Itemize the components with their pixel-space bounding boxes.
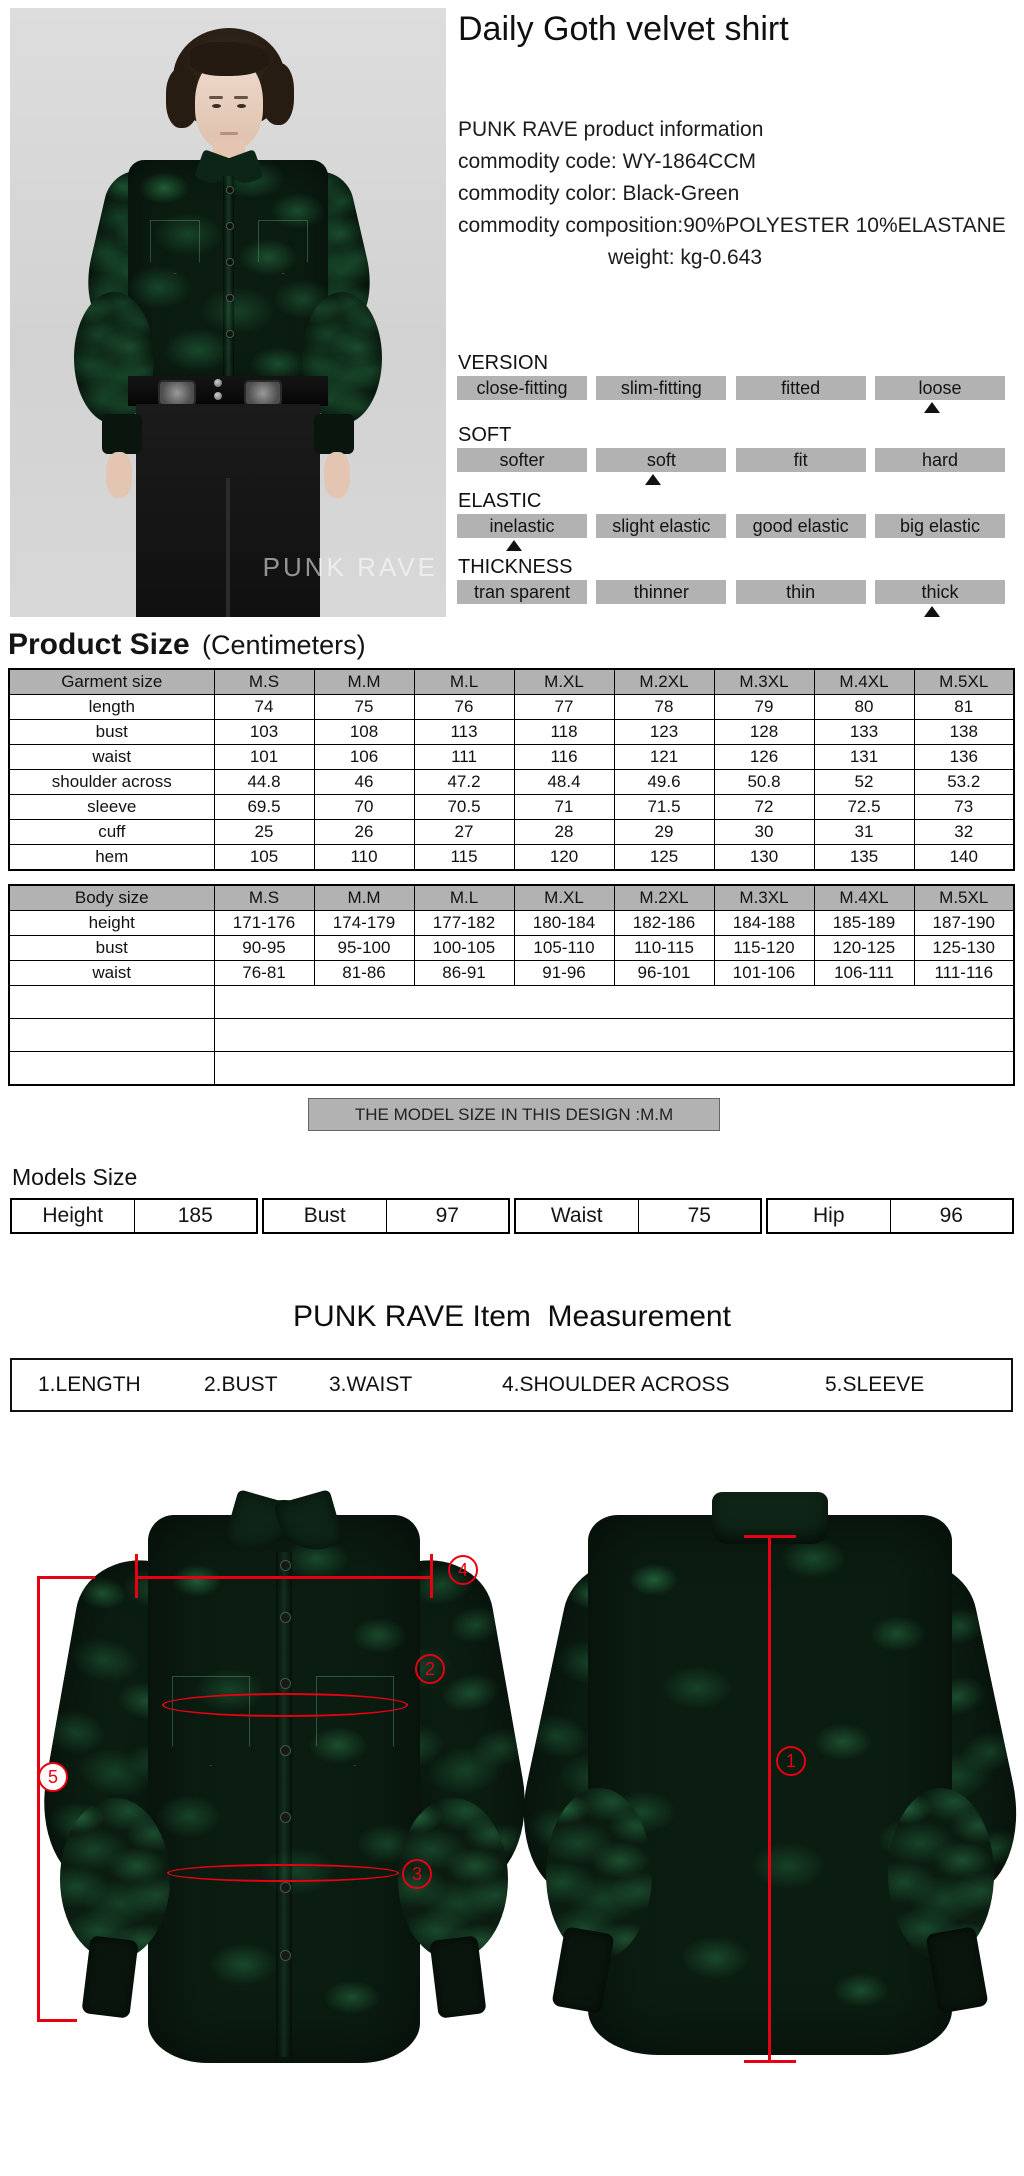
table-cell: 110	[314, 845, 414, 871]
table-cell: 105	[214, 845, 314, 871]
attribute-option: slight elastic	[596, 514, 726, 538]
table-cell: 47.2	[414, 770, 514, 795]
table-header-cell: M.XL	[514, 669, 614, 695]
product-size-heading-main: Product Size	[8, 628, 190, 661]
table-cell: 73	[914, 795, 1014, 820]
table-cell: 182-186	[614, 911, 714, 936]
table-cell: height	[9, 911, 214, 936]
model-hair-fringe	[190, 42, 270, 76]
shirt-button	[226, 330, 234, 338]
attribute-name: SOFT	[458, 424, 512, 446]
table-row	[9, 911, 1014, 936]
table-cell: 125-130	[914, 936, 1014, 961]
table-cell	[214, 1019, 1014, 1052]
circle-4-shoulder: 4	[448, 1555, 478, 1585]
attribute-options-row	[457, 376, 1005, 400]
table-cell: 184-188	[714, 911, 814, 936]
length-measure-line	[768, 1535, 771, 2063]
model-hand	[106, 452, 132, 498]
legend-item: 3.WAIST	[329, 1373, 413, 1396]
table-cell: 78	[614, 695, 714, 720]
table-cell: 74	[214, 695, 314, 720]
front-shirt-button	[280, 1882, 291, 1893]
table-cell: 44.8	[214, 770, 314, 795]
table-cell: 111-116	[914, 961, 1014, 986]
table-header-row	[9, 669, 1014, 695]
table-empty-row	[9, 1052, 1014, 1086]
shirt-placket	[223, 176, 234, 376]
table-cell: 71	[514, 795, 614, 820]
table-cell: 100-105	[414, 936, 514, 961]
table-cell: 136	[914, 745, 1014, 770]
table-cell: bust	[9, 936, 214, 961]
table-cell: 86-91	[414, 961, 514, 986]
table-cell	[214, 986, 1014, 1019]
table-cell: 135	[814, 845, 914, 871]
belt-buckle	[244, 380, 282, 406]
table-cell: 52	[814, 770, 914, 795]
measurement-legend	[10, 1358, 1013, 1412]
table-cell: 174-179	[314, 911, 414, 936]
model-size-box	[10, 1198, 258, 1234]
table-cell: 177-182	[414, 911, 514, 936]
belt-buckle	[158, 380, 196, 406]
table-cell: 69.5	[214, 795, 314, 820]
table-empty-row	[9, 986, 1014, 1019]
table-cell: 26	[314, 820, 414, 845]
model-size-note: THE MODEL SIZE IN THIS DESIGN :M.M	[308, 1098, 720, 1131]
table-row	[9, 961, 1014, 986]
table-cell: 113	[414, 720, 514, 745]
attribute-options-row	[457, 514, 1005, 538]
table-header-cell: M.2XL	[614, 885, 714, 911]
front-shirt-button	[280, 1812, 291, 1823]
shirt-button	[226, 294, 234, 302]
legend-item: 2.BUST	[204, 1373, 278, 1396]
table-cell: 110-115	[614, 936, 714, 961]
model-size-label: Bust	[303, 1204, 346, 1227]
table-cell: waist	[9, 961, 214, 986]
table-cell: 70.5	[414, 795, 514, 820]
table-cell: 90-95	[214, 936, 314, 961]
shirt-button	[226, 222, 234, 230]
table-header-cell: M.M	[314, 885, 414, 911]
table-cell: 128	[714, 720, 814, 745]
table-cell: 116	[514, 745, 614, 770]
front-shirt-button	[280, 1678, 291, 1689]
table-cell: waist	[9, 745, 214, 770]
front-shirt-sleeve-puff	[60, 1798, 170, 1960]
table-cell: 79	[714, 695, 814, 720]
table-cell: 120-125	[814, 936, 914, 961]
table-cell: 76	[414, 695, 514, 720]
table-row	[9, 720, 1014, 745]
model-eye	[212, 104, 221, 108]
attribute-option: softer	[457, 448, 587, 472]
attribute-option: close-fitting	[457, 376, 587, 400]
table-header-cell: M.L	[414, 669, 514, 695]
table-row	[9, 936, 1014, 961]
model-size-label: Hip	[812, 1204, 845, 1227]
front-shirt-placket	[276, 1552, 292, 2057]
shirt-button	[226, 186, 234, 194]
table-cell: 138	[914, 720, 1014, 745]
table-cell: 171-176	[214, 911, 314, 936]
attribute-option: hard	[875, 448, 1005, 472]
table-header-cell: M.2XL	[614, 669, 714, 695]
shoulder-measure-tick-right	[430, 1554, 433, 1598]
waist-measure-ellipse	[167, 1864, 399, 1882]
table-header-cell: M.S	[214, 669, 314, 695]
attribute-option: big elastic	[875, 514, 1005, 538]
table-cell: 27	[414, 820, 514, 845]
table-header-cell: M.L	[414, 885, 514, 911]
table-cell: 130	[714, 845, 814, 871]
table-cell: 118	[514, 720, 614, 745]
table-cell: shoulder across	[9, 770, 214, 795]
table-cell: 123	[614, 720, 714, 745]
info-line: commodity composition:90%POLYESTER 10%ELASTANE	[458, 214, 1006, 237]
sleeve-measure-bottom-tick	[37, 2019, 77, 2022]
front-shirt-button	[280, 1950, 291, 1961]
table-cell	[214, 1052, 1014, 1086]
front-shirt-button	[280, 1560, 291, 1571]
model-hair-curl	[260, 63, 294, 125]
table-header-cell: Body size	[9, 885, 214, 911]
attribute-options-row	[457, 580, 1005, 604]
table-cell: 48.4	[514, 770, 614, 795]
attribute-option: fitted	[736, 376, 866, 400]
table-cell: 125	[614, 845, 714, 871]
table-cell: bust	[9, 720, 214, 745]
legend-item: 1.LENGTH	[38, 1373, 141, 1396]
product-size-heading	[8, 628, 366, 662]
table-cell: 53.2	[914, 770, 1014, 795]
circle-2-bust: 2	[415, 1654, 445, 1684]
table-header-cell: M.4XL	[814, 669, 914, 695]
table-cell: 106	[314, 745, 414, 770]
page-title: Daily Goth velvet shirt	[458, 10, 789, 48]
table-cell: cuff	[9, 820, 214, 845]
table-cell: 49.6	[614, 770, 714, 795]
table-cell: 101-106	[714, 961, 814, 986]
attribute-option: loose	[875, 376, 1005, 400]
model-eye	[237, 104, 246, 108]
table-cell: 72.5	[814, 795, 914, 820]
legend-item: 5.SLEEVE	[825, 1373, 925, 1396]
table-cell: 71.5	[614, 795, 714, 820]
table-cell: 120	[514, 845, 614, 871]
table-cell: 95-100	[314, 936, 414, 961]
pants-crease	[226, 478, 230, 617]
table-cell: 108	[314, 720, 414, 745]
table-cell: 32	[914, 820, 1014, 845]
table-cell: length	[9, 695, 214, 720]
table-cell	[9, 986, 214, 1019]
product-size-heading-units: (Centimeters)	[202, 630, 366, 660]
table-cell: 72	[714, 795, 814, 820]
info-line: commodity code: WY-1864CCM	[458, 150, 756, 173]
model-size-value: 97	[386, 1200, 509, 1232]
table-header-cell: M.4XL	[814, 885, 914, 911]
table-cell: 126	[714, 745, 814, 770]
table-cell: 133	[814, 720, 914, 745]
attribute-option: inelastic	[457, 514, 587, 538]
attribute-option: tran sparent	[457, 580, 587, 604]
table-cell: 81-86	[314, 961, 414, 986]
table-cell: 77	[514, 695, 614, 720]
table-cell: 121	[614, 745, 714, 770]
table-cell: 131	[814, 745, 914, 770]
table-cell: 76-81	[214, 961, 314, 986]
model-hand	[324, 452, 350, 498]
shoulder-measure-line	[136, 1576, 432, 1579]
garment-size-table	[8, 668, 1015, 871]
model-size-box	[514, 1198, 762, 1234]
selected-option-arrow	[924, 402, 940, 413]
shoulder-measure-tick-left	[135, 1554, 138, 1598]
body-size-table	[8, 884, 1015, 1086]
belt-stud	[214, 379, 222, 387]
belt-stud	[214, 392, 222, 400]
legend-item: 4.SHOULDER ACROSS	[502, 1373, 730, 1396]
selected-option-arrow	[506, 540, 522, 551]
front-shirt-button	[280, 1612, 291, 1623]
table-header-cell: Garment size	[9, 669, 214, 695]
table-cell: 105-110	[514, 936, 614, 961]
table-cell: 25	[214, 820, 314, 845]
circle-5-sleeve: 5	[38, 1762, 68, 1792]
model-mouth	[220, 132, 238, 135]
product-info-block	[458, 114, 1006, 274]
table-cell: 50.8	[714, 770, 814, 795]
table-cell: 185-189	[814, 911, 914, 936]
table-empty-row	[9, 1019, 1014, 1052]
info-line: commodity color: Black-Green	[458, 182, 740, 205]
table-cell: 30	[714, 820, 814, 845]
attribute-option: soft	[596, 448, 726, 472]
attribute-option: slim-fitting	[596, 376, 726, 400]
table-cell: hem	[9, 845, 214, 871]
table-header-cell: M.M	[314, 669, 414, 695]
table-header-cell: M.S	[214, 885, 314, 911]
circle-3-waist: 3	[402, 1859, 432, 1889]
sleeve-measure-top-tick	[37, 1576, 95, 1579]
shirt-cuff	[314, 414, 354, 454]
attribute-option: thin	[736, 580, 866, 604]
table-cell: 29	[614, 820, 714, 845]
product-photo	[10, 8, 446, 617]
table-cell: 180-184	[514, 911, 614, 936]
table-cell: 111	[414, 745, 514, 770]
table-cell	[9, 1019, 214, 1052]
attribute-option: thick	[875, 580, 1005, 604]
table-cell: 103	[214, 720, 314, 745]
attribute-name: THICKNESS	[458, 556, 573, 578]
model-brow	[209, 96, 223, 99]
model-size-value: 185	[134, 1200, 257, 1232]
table-cell	[9, 1052, 214, 1086]
table-header-cell: M.5XL	[914, 669, 1014, 695]
models-size-heading: Models Size	[12, 1164, 138, 1190]
table-cell: 70	[314, 795, 414, 820]
attribute-option: fit	[736, 448, 866, 472]
table-row	[9, 845, 1014, 871]
front-shirt-cuff	[429, 1935, 486, 2018]
table-cell: sleeve	[9, 795, 214, 820]
model-brow	[234, 96, 248, 99]
selected-option-arrow	[645, 474, 661, 485]
table-cell: 31	[814, 820, 914, 845]
model-size-value: 75	[638, 1200, 761, 1232]
attribute-options-row	[457, 448, 1005, 472]
table-cell: 115	[414, 845, 514, 871]
table-header-cell: M.5XL	[914, 885, 1014, 911]
table-cell: 46	[314, 770, 414, 795]
table-row	[9, 745, 1014, 770]
info-line: weight: kg-0.643	[608, 246, 763, 269]
shirt-cuff	[102, 414, 142, 454]
table-row	[9, 770, 1014, 795]
table-row	[9, 695, 1014, 720]
attribute-option: good elastic	[736, 514, 866, 538]
info-line: PUNK RAVE product information	[458, 118, 764, 141]
table-cell: 96-101	[614, 961, 714, 986]
table-cell: 91-96	[514, 961, 614, 986]
measurement-heading: PUNK RAVE Item Measurement	[293, 1300, 731, 1333]
attribute-name: VERSION	[458, 352, 549, 374]
table-cell: 28	[514, 820, 614, 845]
table-row	[9, 795, 1014, 820]
attribute-name: ELASTIC	[458, 490, 542, 512]
bust-measure-ellipse	[162, 1693, 408, 1717]
table-cell: 115-120	[714, 936, 814, 961]
table-cell: 81	[914, 695, 1014, 720]
table-cell: 187-190	[914, 911, 1014, 936]
table-header-cell: M.3XL	[714, 669, 814, 695]
table-cell: 106-111	[814, 961, 914, 986]
selected-option-arrow	[924, 606, 940, 617]
model-size-box	[262, 1198, 510, 1234]
front-shirt-button	[280, 1745, 291, 1756]
model-size-label: Waist	[550, 1204, 603, 1227]
table-header-cell: M.3XL	[714, 885, 814, 911]
shirt-button	[226, 258, 234, 266]
brand-watermark: PUNK RAVE	[262, 552, 438, 582]
table-cell: 140	[914, 845, 1014, 871]
attribute-option: thinner	[596, 580, 726, 604]
front-shirt-cuff	[81, 1935, 138, 2018]
table-row	[9, 820, 1014, 845]
model-size-value: 96	[890, 1200, 1013, 1232]
length-measure-bottom-tick	[744, 2060, 796, 2063]
sleeve-measure-line	[37, 1576, 40, 2022]
table-cell: 101	[214, 745, 314, 770]
table-cell: 75	[314, 695, 414, 720]
circle-1-length: 1	[776, 1746, 806, 1776]
model-size-box	[766, 1198, 1014, 1234]
table-header-row	[9, 885, 1014, 911]
table-header-cell: M.XL	[514, 885, 614, 911]
model-size-label: Height	[42, 1204, 104, 1227]
table-cell: 80	[814, 695, 914, 720]
